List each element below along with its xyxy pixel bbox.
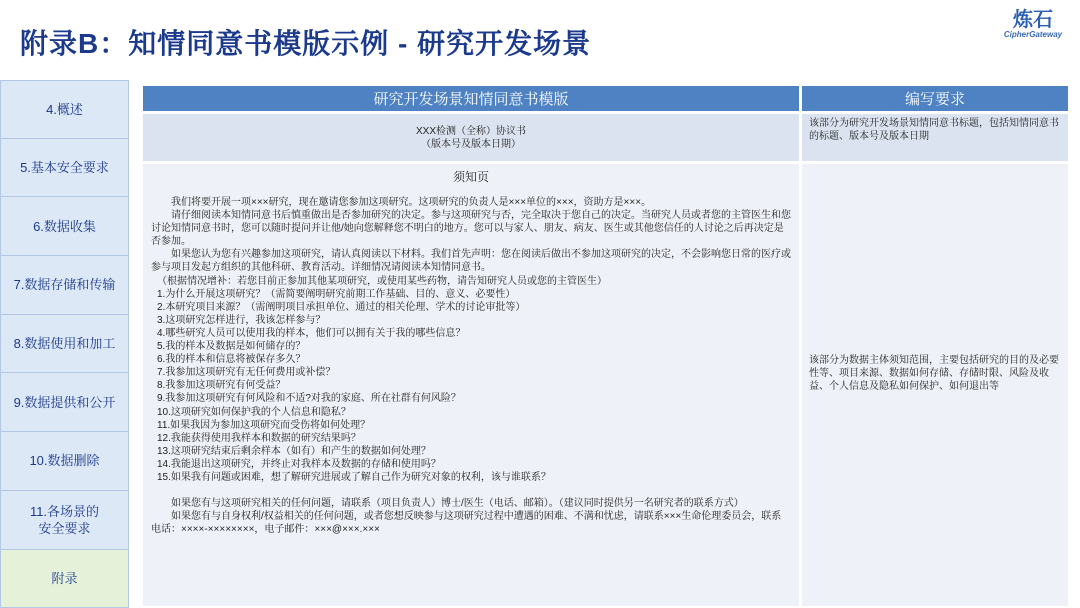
title-requirement-cell: 该部分为研究开发场景知情同意书标题，包括知情同意书的标题、版本号及版本日期 <box>802 114 1068 161</box>
sidebar <box>0 80 129 608</box>
list-item: 10.这项研究如何保护我的个人信息和隐私？ <box>157 406 351 418</box>
list-item: 12.我能获得使用我样本和数据的研究结果吗？ <box>157 432 361 444</box>
sidebar-item-overview[interactable]: 4.概述 <box>0 80 129 139</box>
template-title-cell <box>143 114 799 161</box>
list-item: 6.我的样本和信息将被保存多久？ <box>157 354 306 366</box>
list-item: 11.如果我因为参加这项研究而受伤将如何处理？ <box>157 419 371 431</box>
brand-logo <box>998 8 1068 40</box>
sidebar-item-basic-security[interactable]: 5.基本安全要求 <box>0 139 129 198</box>
list-item: 5.我的样本及数据是如何储存的？ <box>157 341 306 353</box>
list-item: 3.这项研究怎样进行，我该怎样参与？ <box>157 314 326 326</box>
version-info: （版本号及版本日期） <box>421 138 521 150</box>
supplement-note: （根据情况增补：若您目前正参加其他某项研究，或使用某些药物，请告知研究人员或您的主管医生） <box>157 275 607 287</box>
notice-title: 须知页 <box>452 170 489 184</box>
sidebar-item-scenario-security[interactable] <box>0 491 129 550</box>
list-item: 13.这项研究结束后剩余样本（如有）和产生的数据如何处理？ <box>157 445 431 457</box>
logo-mark: 炼石 <box>1013 7 1053 31</box>
logo-text: CipherGateway <box>1003 30 1063 39</box>
list-item: 15.如果我有问题或困难，想了解研究进展或了解自己作为研究对象的权利，该与谁联系？ <box>157 471 551 483</box>
list-item: 8.我参加这项研究有何受益？ <box>157 380 286 392</box>
intro-paragraph: 我们将要开展一项×××研究，现在邀请您参加这项研究。这项研究的负责人是×××单位的×××，资助方是×××。 <box>171 197 652 208</box>
notice-page-cell <box>143 164 799 606</box>
sidebar-item-data-deletion[interactable]: 10.数据删除 <box>0 432 129 491</box>
decision-paragraph: 请仔细阅读本知情同意书后慎重做出是否参加研究的决定。参与这项研究与否，完全取决于您自己的决定。当研究人员或者您的主管医生和您讨论知情同意书时，您可以随时提问并让他/她向您解释您不明白的地方。您可以与家人、朋友、病友、医生或其他您信任的人讨论之后再决定是否参加。 <box>151 210 791 248</box>
sidebar-item-storage-transfer[interactable]: 7.数据存储和传输 <box>0 256 129 315</box>
contact-researcher-paragraph: 如果您有与这项研究相关的任何问题，请联系（项目负责人）博士/医生（电话、邮箱）。（建议同时提供另一名研究者的联系方式） <box>171 498 744 510</box>
table-header-requirements: 编写要求 <box>802 86 1068 111</box>
table-header-template: 研究开发场景知情同意书模版 <box>143 86 799 111</box>
list-item: 4.哪些研究人员可以使用我的样本，他们可以拥有关于我的哪些信息？ <box>157 327 466 339</box>
interest-paragraph: 如果您认为您有兴趣参加这项研究，请认真阅读以下材料。我们首先声明：您在阅读后做出不参加这项研究的决定，不会影响您日常的医疗或参与项目发起方组织的其他科研、教育活动。详细情况请阅读本知情同意书。 <box>151 249 791 274</box>
consent-template-table <box>143 86 1068 606</box>
contact-ethics-paragraph: 如果您有与自身权利/权益相关的任何问题，或者您想反映参与这项研究过程中遭遇的困难、不满和忧虑，请联系×××生命伦理委员会，联系电话：××××-××××××××，电子邮件：×××@×××.××× <box>151 511 782 536</box>
question-list <box>151 288 791 484</box>
sidebar-item-provision-disclosure[interactable]: 9.数据提供和公开 <box>0 373 129 432</box>
list-item: 9.我参加这项研究有何风险和不适?对我的家庭、所在社群有何风险？ <box>157 393 461 405</box>
sidebar-item-label: 11.各场景的 安全要求 <box>29 503 100 536</box>
agreement-title: XXX检测（全称）协议书 <box>415 125 526 137</box>
sidebar-item-data-collection[interactable]: 6.数据收集 <box>0 197 129 256</box>
list-item: 14.我能退出这项研究，并终止对我样本及数据的存储和使用吗？ <box>157 458 441 470</box>
list-item: 2.本研究项目来源？（需阐明项目承担单位、通过的相关伦理、学术的讨论审批等） <box>157 301 526 313</box>
page-title: 附录B：知情同意书模版示例 - 研究开发场景 <box>20 28 592 59</box>
list-item: 1.为什么开展这项研究？（需简要阐明研究前期工作基础、目的、意义、必要性） <box>157 288 516 300</box>
list-item: 7.我参加这项研究有无任何费用或补偿？ <box>157 367 336 379</box>
sidebar-item-appendix[interactable]: 附录 <box>0 550 129 608</box>
spacer <box>151 484 791 497</box>
sidebar-item-use-processing[interactable]: 8.数据使用和加工 <box>0 315 129 374</box>
notice-requirement-cell: 该部分为数据主体须知范围，主要包括研究的目的及必要性等、项目来源、数据如何存储、存储时限、风险及收益、个人信息及隐私如何保护、如何退出等 <box>802 164 1068 606</box>
